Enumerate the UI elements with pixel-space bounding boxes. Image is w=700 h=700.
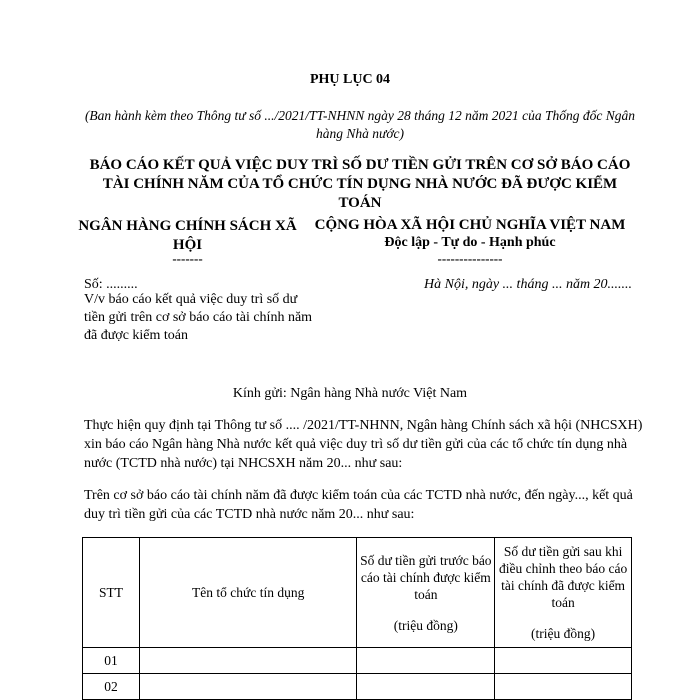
table-row	[83, 648, 632, 674]
issuer-divider: -------	[172, 251, 203, 266]
results-paragraph: Trên cơ sở báo cáo tài chính năm đã được kiểm toán của các TCTD nhà nước, đến ngày..., kết quả duy trì tiền gửi của các TCTD nhà nước năm 20... như sau:	[84, 488, 633, 522]
row-institution-name	[139, 674, 357, 700]
table-row	[83, 674, 632, 700]
nation-name: CỘNG HÒA XÃ HỘI CHỦ NGHĨA VIỆT NAM	[314, 217, 626, 233]
header-institution-name: Tên tổ chức tín dụng	[139, 538, 357, 648]
results-table	[82, 537, 632, 700]
nation-divider: ---------------	[437, 251, 503, 266]
place-date: Hà Nội, ngày ... tháng ... năm 20.......	[424, 277, 633, 292]
row-institution-name	[139, 648, 357, 674]
header-balance-after	[495, 538, 632, 648]
header-balance-before-label: Số dư tiền gửi trước báo cáo tài chính được kiểm toán	[360, 552, 492, 602]
header-balance-before	[357, 538, 495, 648]
header-stt: STT	[83, 538, 140, 648]
row-balance-after	[495, 674, 632, 700]
row-stt: 01	[83, 648, 140, 674]
header-balance-before-unit: (triệu đồng)	[393, 617, 458, 633]
table-header-row	[83, 538, 632, 648]
issuer-name: NGÂN HÀNG CHÍNH SÁCH XÃ HỘI	[78, 218, 297, 253]
intro-paragraph: Thực hiện quy định tại Thông tư số .... /2021/TT-NHNN, Ngân hàng Chính sách xã hội (NHCSXH) xin báo cáo Ngân hàng Nhà nước kết quả việc duy trì số dư tiền gửi của các tổ chức tín dụng nhà nước (TCTD nhà nước) tại NHCSXH năm 20... như sau:	[84, 418, 643, 471]
header-balance-after-unit: (triệu đồng)	[531, 626, 596, 641]
row-stt: 02	[83, 674, 140, 700]
header-balance-after-label: Số dư tiền gửi sau khi điều chỉnh theo báo cáo tài chính đã được kiểm toán	[499, 544, 628, 610]
row-balance-after	[495, 648, 632, 674]
salutation: Kính gửi: Ngân hàng Nhà nước Việt Nam	[232, 386, 468, 401]
row-balance-before	[357, 648, 495, 674]
subject-line: V/v báo cáo kết quả việc duy trì số dư tiền gửi trên cơ sở báo cáo tài chính năm đã được kiểm toán	[84, 292, 313, 343]
row-balance-before	[357, 674, 495, 700]
report-title: BÁO CÁO KẾT QUẢ VIỆC DUY TRÌ SỐ DƯ TIỀN GỬI TRÊN CƠ SỞ BÁO CÁO TÀI CHÍNH NĂM CỦA TỔ CHỨC TÍN DỤNG NHÀ NƯỚC ĐÃ ĐƯỢC KIỂM TOÁN	[89, 157, 631, 211]
issued-note: (Ban hành kèm theo Thông tư số .../2021/TT-NHNN ngày 28 tháng 12 năm 2021 của Thống đốc Ngân hàng Nhà nước)	[84, 108, 636, 141]
appendix-title: PHỤ LỤC 04	[309, 72, 391, 87]
national-motto: Độc lập - Tự do - Hạnh phúc	[384, 235, 556, 250]
document-number: Số: .........	[84, 277, 138, 292]
